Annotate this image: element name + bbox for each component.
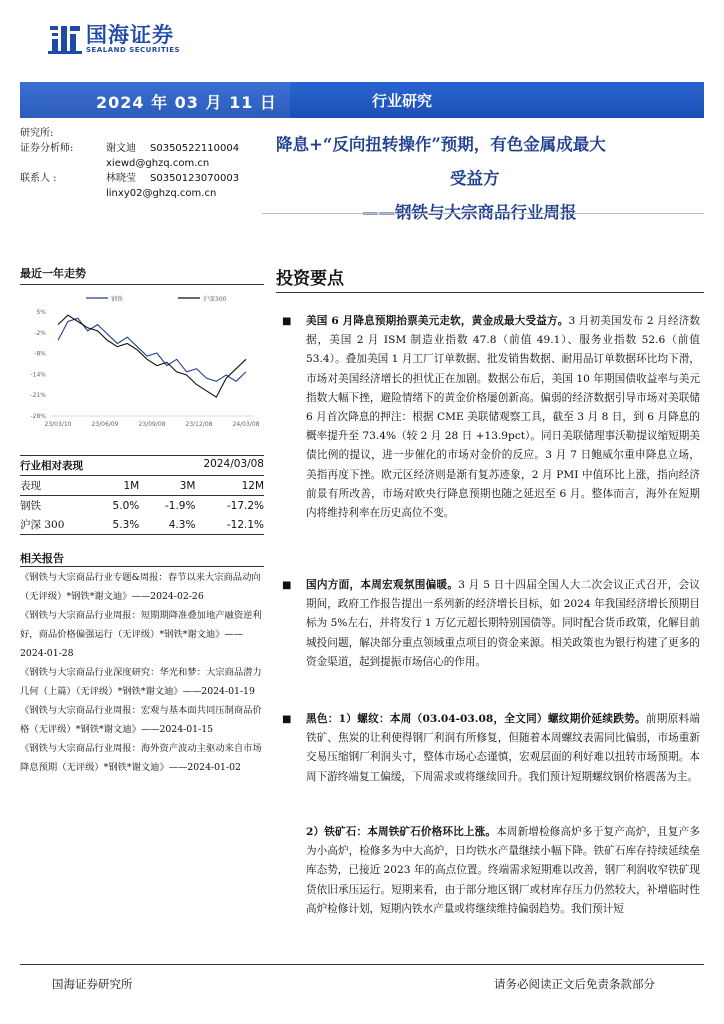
point-lead: 国内方面，本周宏观氛围偏暖。 [306, 579, 459, 591]
perf-header-label: 表现 [20, 480, 41, 492]
list-item[interactable]: 《钢铁与大宗商品行业周报：宏观与基本面共同压制商品价格（无评级）*钢铁*谢文迪》——2024-01-15 [20, 705, 262, 735]
point-text: 本周新增检修高炉多于复产高炉，且复产多为小高炉，检修多为中大高炉，日均铁水产量继续小幅下降。铁矿石库存持续延续垒库态势，已接近 2023 年的高点位置。终端需求短期难以改善，钢厂利润收窄铁矿现货依旧承压运行。短期来看，由于部分地区钢厂或材库存压力仍然较大，补增临时性高炉检修计划，短期内铁水产量或将继续维持偏弱趋势。我们预计短 [306, 826, 700, 915]
trend-chart [22, 292, 260, 452]
perf-row-12m: -12.1% [195, 515, 264, 535]
x-tick-label: 23/12/08 [185, 421, 213, 428]
list-item[interactable]: 《钢铁与大宗商品行业深度研究：华光和梦：大宗商品潜力几何（上篇）（无评级）*钢铁*谢文迪》——2024-01-19 [20, 667, 262, 697]
brand-logo [48, 22, 180, 56]
main-heading: 投资要点 [276, 269, 344, 289]
list-item[interactable]: 《钢铁与大宗商品行业周报：海外资产波动主驱动来自市场降息预期（无评级）*钢铁*谢文迪》——2024-01-02 [20, 743, 262, 773]
header-divider [262, 213, 704, 214]
table-row [20, 496, 264, 516]
main-heading-rule [276, 292, 704, 293]
related-reports-rule [20, 566, 264, 567]
contact-name: 林晓莹 [106, 173, 136, 184]
legend-label: 沪深300 [203, 296, 227, 303]
point-text: 3 月 5 日十四届全国人大二次会议正式召开，会议期间，政府工作报告提出一系列新的经济增长目标，如 2024 年我国经济增长预期目标为 5%左右，并将发行 1 万亿元超长期特别国债等。同时配合货币政策，化解目前城投问题，解决部分重点领域重点项目的资金来源。相关政策也为银行构建了更多的资金渠道，起到提振市场信心的作用。 [306, 579, 700, 668]
brand-mark-icon [48, 22, 82, 56]
point-section-2 [282, 576, 700, 672]
point-section-1 [282, 312, 700, 523]
performance-date: 2024/03/08 [203, 458, 264, 470]
x-tick-label: 24/03/08 [232, 421, 260, 428]
performance-table [20, 455, 264, 535]
analyst-name: 谢文迪 [106, 143, 136, 154]
series-line-0 [58, 318, 246, 381]
bullet-icon: ■ [282, 580, 292, 591]
perf-row-1m: 5.0% [112, 499, 140, 512]
bullet-icon: ■ [282, 316, 292, 327]
y-tick-label: -14% [30, 371, 46, 379]
contact-label: 联系人 : [20, 173, 57, 184]
y-tick-label: -2% [34, 329, 46, 337]
footer-divider [20, 964, 704, 965]
y-tick-label: -28% [30, 413, 46, 420]
point-text: 3 月初美国发布 2 月经济数据，美国 2 月 ISM 制造业指数 47.8（前值 49.1）、服务业指数 52.6（前值 53.4）。叠加美国 1 月工厂订单数据、批发销售数据、耐用品订单数据环比均下滑，市场对美国经济增长的担忧正在加剧。数据公布后，美国 10 年期国债收益率与美元指数大幅下挫，避险情绪下的黄金价格屡创新高。偏弱的经济数据引导市场对美联储 6 月首次降息的押注：根据 CME 美联储观察工具，截至 3 月 8 日，到 6 月降息的概率提升至 73.4%（较 2 月 28 日 +13.9pct）。同日美联储理事沃勒提议缩短期美债比例的提议，进一步催化的市场对金价的反应。3 月 7 日鲍威尔重申降息立场，美指再度下挫。欧元区经济则是渐有复苏迹象，2 月 PMI 中值环比上涨，指向经济前景有所改善，市场对欧央行降息预期也随之延迟至 6 月。整体而言，海外在短期内将维持利率在历史高位不变。 [306, 315, 700, 520]
brand-name-cn: 国海证券 [86, 23, 174, 47]
perf-row-name: 钢铁 [20, 500, 41, 512]
related-reports-list [20, 568, 264, 777]
x-tick-label: 23/03/10 [44, 421, 72, 428]
footer-right: 请务必阅读正文后免责条款部分 [494, 977, 655, 991]
point-lead: 黑色：1）螺纹：本周（03.04-03.08，全文同）螺纹期价延续跌势。 [306, 713, 646, 725]
list-item[interactable]: 《钢铁与大宗商品行业周报：短期期降准叠加地产融资逆利好，商品价格偏强运行（无评级）*钢铁*谢文迪》——2024-01-28 [20, 610, 262, 659]
table-row [20, 515, 264, 535]
point-section-4 [282, 823, 700, 919]
perf-row-1m: 5.3% [90, 515, 139, 535]
chart-section-title: 最近一年走势 [20, 267, 86, 280]
point-text: 前期原料端铁矿、焦炭的让利使得钢厂利润有所修复，但随着本周螺纹表需同比偏弱，市场重新交易压缩钢厂利润头寸，整体市场心态谨慎，宏观层面的利好难以扭转市场预期。本周下游终端复工偏缓，下周需求或将继续回升。我们预计短期螺纹钢价格震荡为主。 [306, 713, 700, 783]
y-tick-label: 5% [36, 309, 46, 316]
performance-title: 行业相对表现 [20, 460, 83, 472]
report-type: 行业研究 [372, 92, 433, 110]
perf-row-12m: -17.2% [226, 499, 264, 512]
footer-left: 国海证券研究所 [52, 977, 133, 991]
contact-code: S0350123070003 [150, 173, 240, 184]
point-lead: 2）铁矿石：本周铁矿石价格环比上涨。 [306, 826, 497, 838]
contact-email[interactable]: linxy02@ghzq.com.cn [106, 188, 217, 199]
trend-chart-svg [22, 292, 260, 452]
y-tick-label: -21% [30, 392, 46, 400]
bullet-icon: ■ [282, 714, 292, 725]
perf-row-name: 沪深 300 [20, 515, 90, 535]
report-title [276, 128, 696, 230]
x-tick-label: 23/06/09 [91, 421, 119, 428]
perf-row-3m: 4.3% [139, 515, 195, 535]
perf-row-3m: -1.9% [164, 499, 196, 512]
analyst-email[interactable]: xiewd@ghzq.com.cn [106, 158, 210, 169]
report-date: 2024 年 03 月 11 日 [96, 93, 277, 112]
chart-section-rule [20, 284, 264, 285]
analyst-label: 证券分析师: [20, 143, 74, 154]
x-tick-label: 23/09/08 [138, 421, 166, 428]
header-banner [20, 82, 704, 118]
perf-header-3m: 3M [179, 479, 196, 492]
title-line-2: 受益方 [450, 169, 500, 188]
analyst-section-label: 研究所: [20, 128, 54, 139]
analyst-code: S0350522110004 [150, 143, 240, 154]
list-item[interactable]: 《钢铁与大宗商品行业专题&周报：春节以来大宗商品动向（无评级）*钢铁*谢文迪》——2024-02-26 [20, 572, 261, 602]
title-line-1: 降息+“反向扭转操作”预期，有色金属成最大 [276, 135, 606, 154]
perf-header-1m: 1M [123, 479, 140, 492]
related-reports-title: 相关报告 [20, 552, 64, 565]
title-subtitle: ——钢铁与大宗商品行业周报 [362, 203, 577, 222]
legend-label: 钢铁 [111, 296, 124, 303]
analyst-block [20, 126, 270, 201]
point-section-3 [282, 710, 700, 787]
perf-header-12m: 12M [241, 479, 264, 492]
series-line-1 [58, 315, 246, 397]
point-lead: 美国 6 月降息预期抬票美元走软，黄金成最大受益方。 [306, 315, 569, 327]
y-tick-label: -8% [34, 350, 46, 358]
brand-name-en: SEALAND SECURITIES [86, 46, 181, 54]
